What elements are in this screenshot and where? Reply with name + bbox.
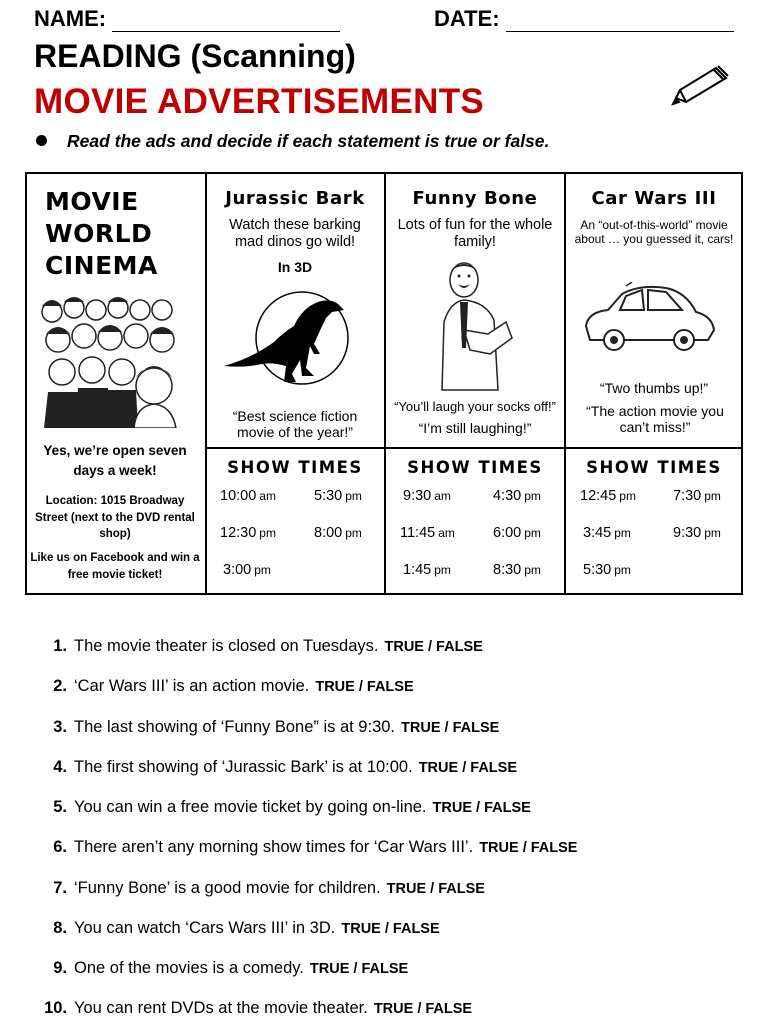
movie-title-car-wars-iii: Car Wars III: [591, 188, 717, 209]
instruction-text: Read the ads and decide if each statement is true or false.: [67, 131, 550, 151]
name-label: NAME:: [34, 6, 107, 31]
show-times-heading: SHOW TIMES: [586, 458, 722, 477]
true-false-answer[interactable]: TRUE / FALSE: [315, 679, 414, 695]
show-time: 1:45 pm: [403, 562, 451, 578]
show-times-heading: SHOW TIMES: [227, 458, 363, 477]
show-time: 3:45 pm: [583, 525, 631, 541]
true-false-answer[interactable]: TRUE / FALSE: [373, 1001, 473, 1017]
movie-title-jurassic-bark: Jurassic Bark: [225, 188, 365, 209]
movie-format-note: In 3D: [277, 259, 313, 275]
date-field[interactable]: [434, 6, 734, 32]
name-field[interactable]: [34, 6, 340, 32]
man-laughing-illustration: [430, 258, 520, 396]
movie-description: Lots of fun for the whole family!: [397, 217, 553, 250]
question-item: 5. You can win a free movie ticket by going on-line. TRUE / FALSE: [53, 798, 531, 816]
true-false-answer[interactable]: TRUE / FALSE: [401, 720, 500, 736]
show-time: 8:00 pm: [314, 525, 362, 541]
location-text: Location: 1015 Broadway Street (next to the DVD rental shop): [35, 495, 195, 540]
show-time: 9:30 pm: [673, 525, 721, 541]
facebook-text: Like us on Facebook and win a free movie ticket!: [30, 552, 200, 581]
open-days-text: Yes, we’re open seven days a week!: [43, 443, 187, 478]
divider: [206, 447, 742, 449]
show-time: 8:30 pm: [493, 562, 541, 578]
divider: [205, 172, 207, 595]
movie-quote: “Best science fiction movie of the year!”: [232, 408, 358, 440]
date-line[interactable]: [506, 11, 734, 32]
movie-quote: “You’ll laugh your socks off!”: [394, 399, 556, 414]
divider: [564, 172, 566, 595]
question-item: 2. ‘Car Wars III’ is an action movie. TRUE / FALSE: [53, 677, 414, 695]
page-subtitle: MOVIE ADVERTISEMENTS: [34, 82, 485, 121]
pencil-icon: [670, 58, 734, 106]
movie-quote: “Two thumbs up!”: [599, 380, 709, 396]
true-false-answer[interactable]: TRUE / FALSE: [309, 961, 409, 977]
bullet-icon: [36, 135, 47, 146]
movie-description: An “out-of-this-world” movie about … you guessed it, cars!: [574, 218, 734, 246]
show-time: 12:45 pm: [580, 488, 636, 504]
question-item: 9. One of the movies is a comedy. TRUE / FALSE: [53, 959, 409, 977]
question-item: 4. The first showing of ‘Jurassic Bark’ is at 10:00. TRUE / FALSE: [53, 758, 517, 776]
date-label: DATE:: [434, 6, 500, 31]
show-time: 11:45 am: [400, 525, 455, 541]
dinosaur-illustration: [222, 288, 352, 388]
question-item: 10. You can rent DVDs at the movie theater. TRUE / FALSE: [44, 999, 473, 1017]
show-time: 5:30 pm: [314, 488, 362, 504]
true-false-answer[interactable]: TRUE / FALSE: [341, 921, 440, 937]
show-time: 3:00 pm: [223, 562, 271, 578]
show-time: 4:30 pm: [493, 488, 541, 504]
question-item: 8. You can watch ‘Cars Wars III’ in 3D. TRUE / FALSE: [53, 919, 440, 937]
cinema-name-line: CINEMA: [45, 251, 158, 280]
question-item: 3. The last showing of ‘Funny Bone” is at 9:30. TRUE / FALSE: [53, 718, 500, 736]
show-time: 7:30 pm: [673, 488, 721, 504]
show-time: 12:30 pm: [220, 525, 276, 541]
show-time: 10:00 am: [220, 488, 276, 504]
page-title: READING (Scanning): [34, 38, 356, 74]
show-time: 5:30 pm: [583, 562, 631, 578]
cinema-name-line: WORLD: [45, 219, 153, 248]
name-line[interactable]: [112, 11, 340, 32]
instructions: [36, 131, 549, 152]
true-false-answer[interactable]: TRUE / FALSE: [418, 760, 517, 776]
true-false-answer[interactable]: TRUE / FALSE: [386, 881, 485, 897]
true-false-answer[interactable]: TRUE / FALSE: [432, 800, 531, 816]
show-times-heading: SHOW TIMES: [407, 458, 543, 477]
car-illustration: [582, 282, 718, 358]
movie-quote: “I’m still laughing!”: [418, 420, 532, 436]
true-false-answer[interactable]: TRUE / FALSE: [479, 840, 578, 856]
crowd-illustration: [38, 296, 180, 428]
movie-description: Watch these barking mad dinos go wild!: [229, 217, 361, 250]
true-false-answer[interactable]: TRUE / FALSE: [384, 639, 483, 655]
movie-title-funny-bone: Funny Bone: [412, 188, 538, 209]
show-time: 6:00 pm: [493, 525, 541, 541]
question-item: 1. The movie theater is closed on Tuesdays. TRUE / FALSE: [53, 637, 483, 655]
question-item: 7. ‘Funny Bone’ is a good movie for children. TRUE / FALSE: [53, 879, 485, 897]
question-item: 6. There aren’t any morning show times for ‘Car Wars III’. TRUE / FALSE: [53, 838, 578, 856]
cinema-name: [45, 186, 158, 282]
movie-quote: “The action movie you can’t miss!”: [586, 403, 724, 435]
divider: [384, 172, 386, 595]
cinema-name-line: MOVIE: [45, 187, 139, 216]
show-time: 9:30 am: [403, 488, 451, 504]
